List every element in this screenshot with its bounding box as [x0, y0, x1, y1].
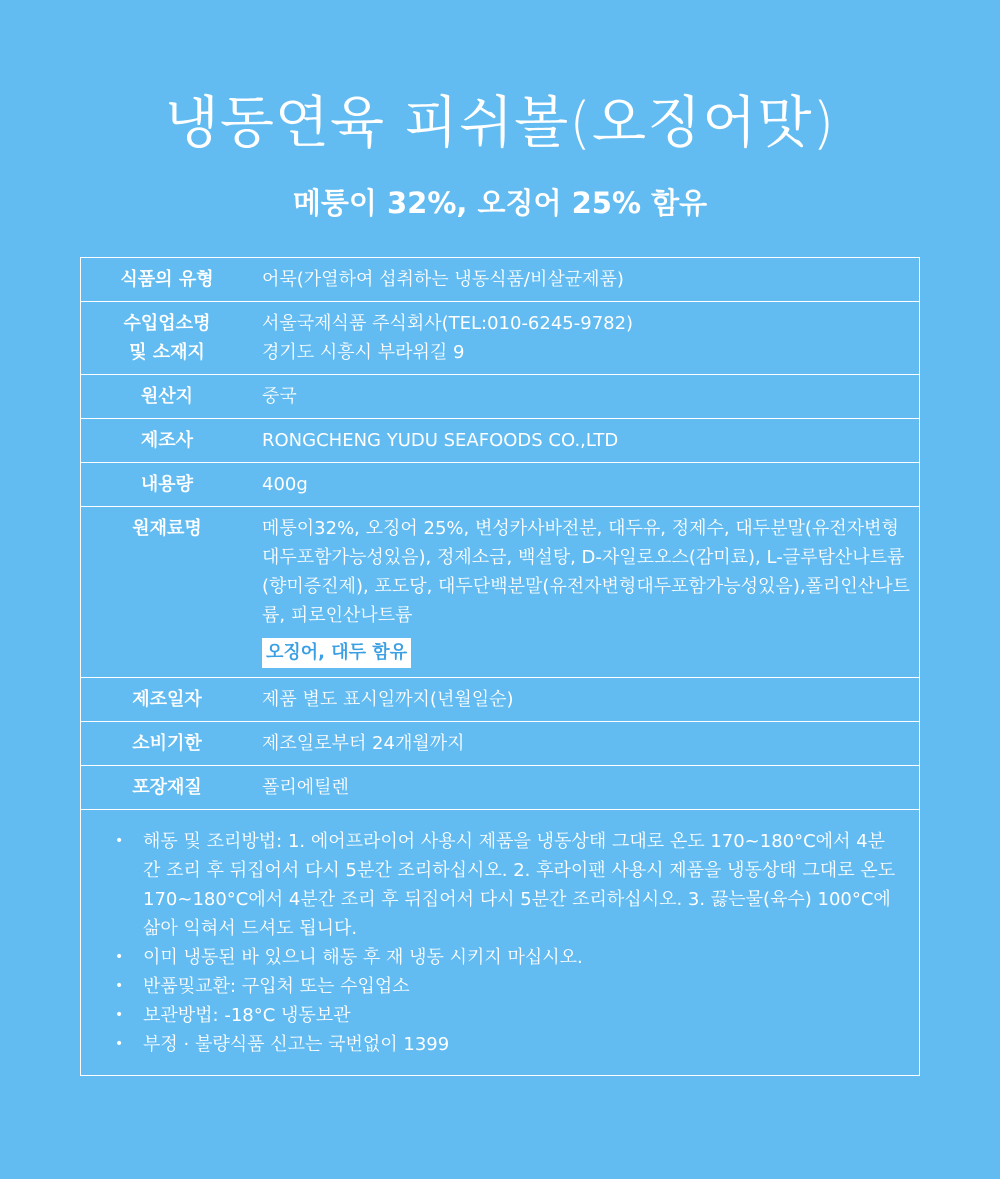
notes-list	[113, 827, 899, 1059]
row-ingredients	[81, 507, 919, 678]
importer-label	[81, 302, 253, 374]
packaging-label: 포장재질	[132, 777, 202, 798]
note-refreeze: • 이미 냉동된 바 있으니 해동 후 재 냉동 시키지 마십시오.	[113, 943, 899, 972]
row-importer	[81, 302, 919, 375]
row-expiry	[81, 722, 919, 766]
manufacturer-label: 제조사	[140, 430, 194, 451]
ingredients-text: 메퉁이32%, 오징어 25%, 변성카사바전분, 대두유, 정제수, 대두분말(유전자변형대두포함가능성있음), 정제소금, 백설탕, D-자일로오스(감미료), L-글루탐산나트륨(향미증진제), 포도당, 대두단백분말(유전자변형대두포함가능성있음),폴리인산나트륨, 피로인산나트륨	[262, 518, 910, 626]
product-info-table	[80, 257, 920, 1076]
note-report: • 부정 · 불량식품 신고는 국번없이 1399	[113, 1030, 899, 1059]
note-cooking: • 해동 및 조리방법: 1. 에어프라이어 사용시 제품을 냉동상태 그대로 온도 170~180°C에서 4분간 조리 후 뒤집어서 다시 5분간 조리하십시오. 2. 후라이팬 사용시 제품을 냉동상태 그대로 온도 170~180°C에서 4분간 조리 후 뒤집어서 다시 5분간 조리하십시오. 3. 끓는물(육수) 100°C에 삶아 익혀서 드셔도 됩니다.	[113, 827, 899, 943]
importer-label-line2: 및 소재지	[129, 342, 205, 363]
manufacture-date-label: 제조일자	[132, 689, 202, 710]
row-origin	[81, 375, 919, 419]
importer-label-line1: 수입업소명	[123, 313, 211, 334]
importer-address: 경기도 시흥시 부라위길 9	[262, 342, 465, 363]
row-food-type	[81, 258, 919, 302]
food-type-value: 어묵(가열하여 섭취하는 냉동식품/비살균제품)	[262, 269, 624, 290]
ingredients-label: 원재료명	[132, 518, 202, 539]
product-title: 냉동연육 피쉬볼(오징어맛)	[164, 91, 836, 156]
row-manufacturer	[81, 419, 919, 463]
ingredients-value	[253, 507, 919, 677]
row-manufacture-date	[81, 678, 919, 722]
net-weight-label: 내용량	[140, 474, 194, 495]
row-net-weight	[81, 463, 919, 507]
origin-label: 원산지	[140, 386, 194, 407]
notes-section	[81, 810, 919, 1075]
packaging-value: 폴리에틸렌	[262, 777, 349, 798]
row-packaging	[81, 766, 919, 810]
importer-value	[253, 302, 919, 374]
manufacture-date-value: 제품 별도 표시일까지(년월일순)	[262, 689, 514, 710]
importer-name: 서울국제식품 주식회사(TEL:010-6245-9782)	[262, 313, 634, 334]
note-storage: • 보관방법: -18°C 냉동보관	[113, 1001, 899, 1030]
expiry-value: 제조일로부터 24개월까지	[262, 733, 465, 754]
expiry-label: 소비기한	[132, 733, 202, 754]
note-return: • 반품및교환: 구입처 또는 수입업소	[113, 972, 899, 1001]
origin-value: 중국	[262, 386, 297, 407]
allergen-badge: 오징어, 대두 함유	[262, 638, 411, 668]
net-weight-value: 400g	[262, 474, 308, 495]
product-subtitle: 메퉁이 32%, 오징어 25% 함유	[292, 186, 708, 220]
food-type-label: 식품의 유형	[120, 269, 214, 290]
manufacturer-value: RONGCHENG YUDU SEAFOODS CO.,LTD	[262, 430, 619, 451]
